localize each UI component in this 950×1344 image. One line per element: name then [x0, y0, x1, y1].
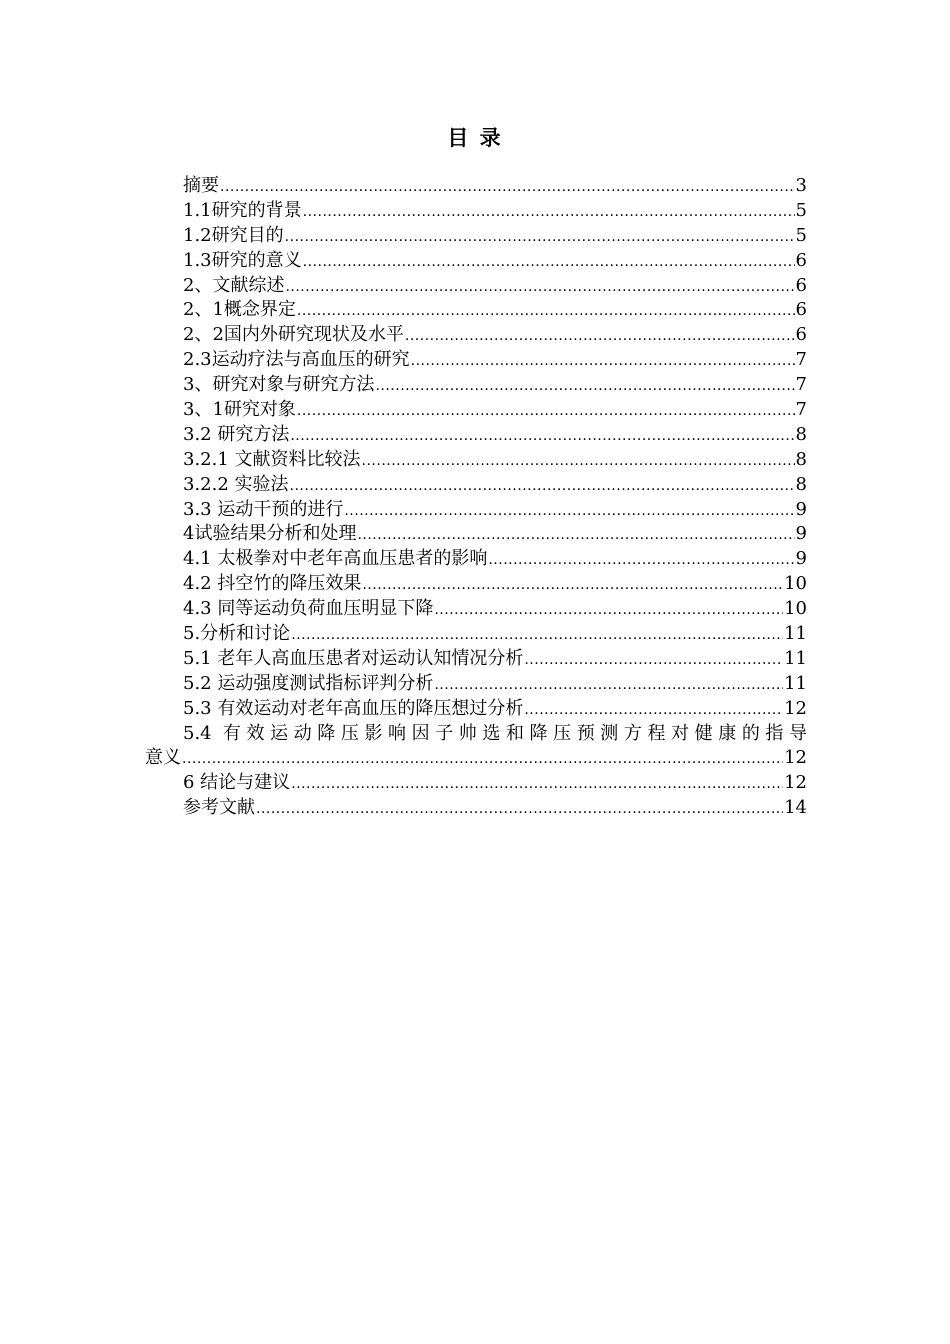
toc-leader-dots — [362, 449, 795, 474]
toc-entry[interactable] — [145, 647, 807, 672]
toc-entry[interactable] — [145, 274, 807, 299]
toc-leader-dots — [524, 648, 783, 673]
toc-leader-dots — [290, 424, 794, 449]
toc-entry[interactable] — [145, 373, 807, 398]
toc-leader-dots — [303, 200, 795, 225]
toc-entry[interactable] — [145, 498, 807, 523]
toc-entry-label: 3、研究对象与研究方法 — [183, 374, 375, 396]
toc-entry-wrapped-line1[interactable]: 5.4 有效运动降压影响因子帅选和降压预测方程对健康的指导 — [183, 722, 807, 744]
toc-entry[interactable] — [145, 199, 807, 224]
toc-entry-page: 12 — [784, 772, 807, 794]
toc-leader-dots — [291, 772, 783, 797]
toc-entry-label: 3.2 研究方法 — [183, 423, 290, 445]
toc-leader-dots — [411, 349, 795, 374]
toc-entry-label: 5.分析和讨论 — [183, 623, 291, 645]
toc-entry-label: 意义 — [145, 747, 181, 769]
toc-entry[interactable] — [145, 672, 807, 697]
toc-tail-list — [145, 771, 807, 821]
toc-entry[interactable] — [145, 398, 807, 423]
toc-entry-label: 4试验结果分析和处理 — [183, 523, 357, 545]
toc-entry[interactable] — [145, 224, 807, 249]
toc-entry-page: 10 — [784, 598, 807, 620]
toc-entry-label: 6 结论与建议 — [183, 772, 291, 794]
toc-entry-page: 5 — [795, 199, 807, 221]
toc-entry-label: 3.3 运动干预的进行 — [183, 498, 344, 520]
toc-entry-page: 6 — [795, 324, 807, 346]
toc-entry-label: 3.2.1 文献资料比较法 — [183, 448, 361, 470]
toc-leader-dots — [303, 250, 795, 275]
toc-entry[interactable] — [145, 771, 807, 796]
toc-entry[interactable] — [145, 249, 807, 274]
toc-title: 目 录 — [447, 125, 503, 150]
toc-entry[interactable] — [145, 323, 807, 348]
toc-entry-page: 6 — [795, 249, 807, 271]
toc-entry-page: 6 — [795, 274, 807, 296]
toc-entry-label: 1.3研究的意义 — [183, 249, 302, 271]
toc-entry-page: 7 — [795, 399, 807, 421]
toc-entry-page: 6 — [795, 299, 807, 321]
table-of-contents — [145, 174, 807, 821]
toc-leader-dots — [405, 324, 795, 349]
toc-entry-label: 4.2 抖空竹的降压效果 — [183, 573, 362, 595]
toc-entry-label: 4.3 同等运动负荷血压明显下降 — [183, 598, 434, 620]
toc-entry[interactable] — [145, 597, 807, 622]
toc-leader-dots — [362, 573, 783, 598]
toc-entry-page: 8 — [795, 473, 807, 495]
toc-leader-dots — [285, 225, 795, 250]
toc-leader-dots — [375, 374, 794, 399]
toc-entry[interactable] — [145, 622, 807, 647]
toc-entry-page: 12 — [784, 697, 807, 719]
toc-entry-page: 11 — [784, 672, 807, 694]
toc-entry[interactable] — [145, 572, 807, 597]
toc-leader-dots — [182, 747, 783, 772]
toc-entry-page: 8 — [795, 448, 807, 470]
toc-entry-label: 5.1 老年人高血压患者对运动认知情况分析 — [183, 647, 524, 669]
toc-entry-label: 1.2研究目的 — [183, 224, 284, 246]
toc-entry-label: 参考文献 — [183, 797, 255, 819]
toc-entry-label: 5.2 运动强度测试指标评判分析 — [183, 672, 434, 694]
toc-entry-page: 3 — [795, 175, 807, 196]
toc-leader-dots — [290, 474, 795, 499]
toc-entry-label: 5.3 有效运动对老年高血压的降压想过分析 — [183, 697, 524, 719]
toc-list — [145, 174, 807, 722]
toc-leader-dots — [256, 797, 783, 822]
toc-entry-label: 3、1研究对象 — [183, 399, 296, 421]
toc-leader-dots — [285, 275, 794, 300]
toc-leader-dots — [488, 548, 794, 573]
toc-entry-page: 14 — [784, 797, 807, 819]
toc-entry-label: 2、2国内外研究现状及水平 — [183, 324, 404, 346]
toc-entry-label: 4.1 太极拳对中老年高血压患者的影响 — [183, 548, 488, 570]
toc-leader-dots — [357, 523, 794, 548]
toc-entry[interactable] — [145, 348, 807, 373]
toc-entry-label: 2.3运动疗法与高血压的研究 — [183, 349, 410, 371]
toc-entry-page: 11 — [784, 647, 807, 669]
toc-leader-dots — [434, 673, 783, 698]
toc-entry-page: 12 — [784, 747, 807, 769]
toc-entry[interactable] — [145, 298, 807, 323]
toc-entry-label: 2、1概念界定 — [183, 299, 296, 321]
toc-entry-page: 7 — [795, 349, 807, 371]
toc-leader-dots — [297, 399, 795, 424]
toc-entry-page: 8 — [795, 423, 807, 445]
toc-entry[interactable] — [145, 547, 807, 572]
toc-entry[interactable] — [145, 697, 807, 722]
toc-leader-dots — [291, 623, 783, 648]
toc-leader-dots — [220, 175, 795, 200]
toc-entry-page: 9 — [795, 548, 807, 570]
toc-entry[interactable] — [145, 423, 807, 448]
toc-entry-page: 9 — [795, 498, 807, 520]
toc-leader-dots — [297, 299, 795, 324]
toc-entry[interactable] — [145, 174, 807, 199]
toc-entry-label: 2、文献综述 — [183, 274, 285, 296]
toc-entry-page: 10 — [784, 573, 807, 595]
toc-entry-label: 1.1研究的背景 — [183, 199, 302, 221]
toc-entry-label: 摘要 — [183, 175, 219, 196]
toc-entry[interactable] — [145, 473, 807, 498]
toc-leader-dots — [524, 698, 783, 723]
toc-entry[interactable] — [145, 448, 807, 473]
toc-entry-page: 7 — [795, 374, 807, 396]
toc-entry-label: 3.2.2 实验法 — [183, 473, 289, 495]
toc-entry-wrapped-line2[interactable] — [145, 746, 807, 771]
toc-entry-page: 9 — [795, 523, 807, 545]
toc-leader-dots — [344, 499, 794, 524]
toc-leader-dots — [434, 598, 783, 623]
toc-entry[interactable] — [145, 522, 807, 547]
toc-entry-page: 11 — [784, 623, 807, 645]
toc-entry[interactable] — [145, 796, 807, 821]
toc-entry-page: 5 — [795, 224, 807, 246]
